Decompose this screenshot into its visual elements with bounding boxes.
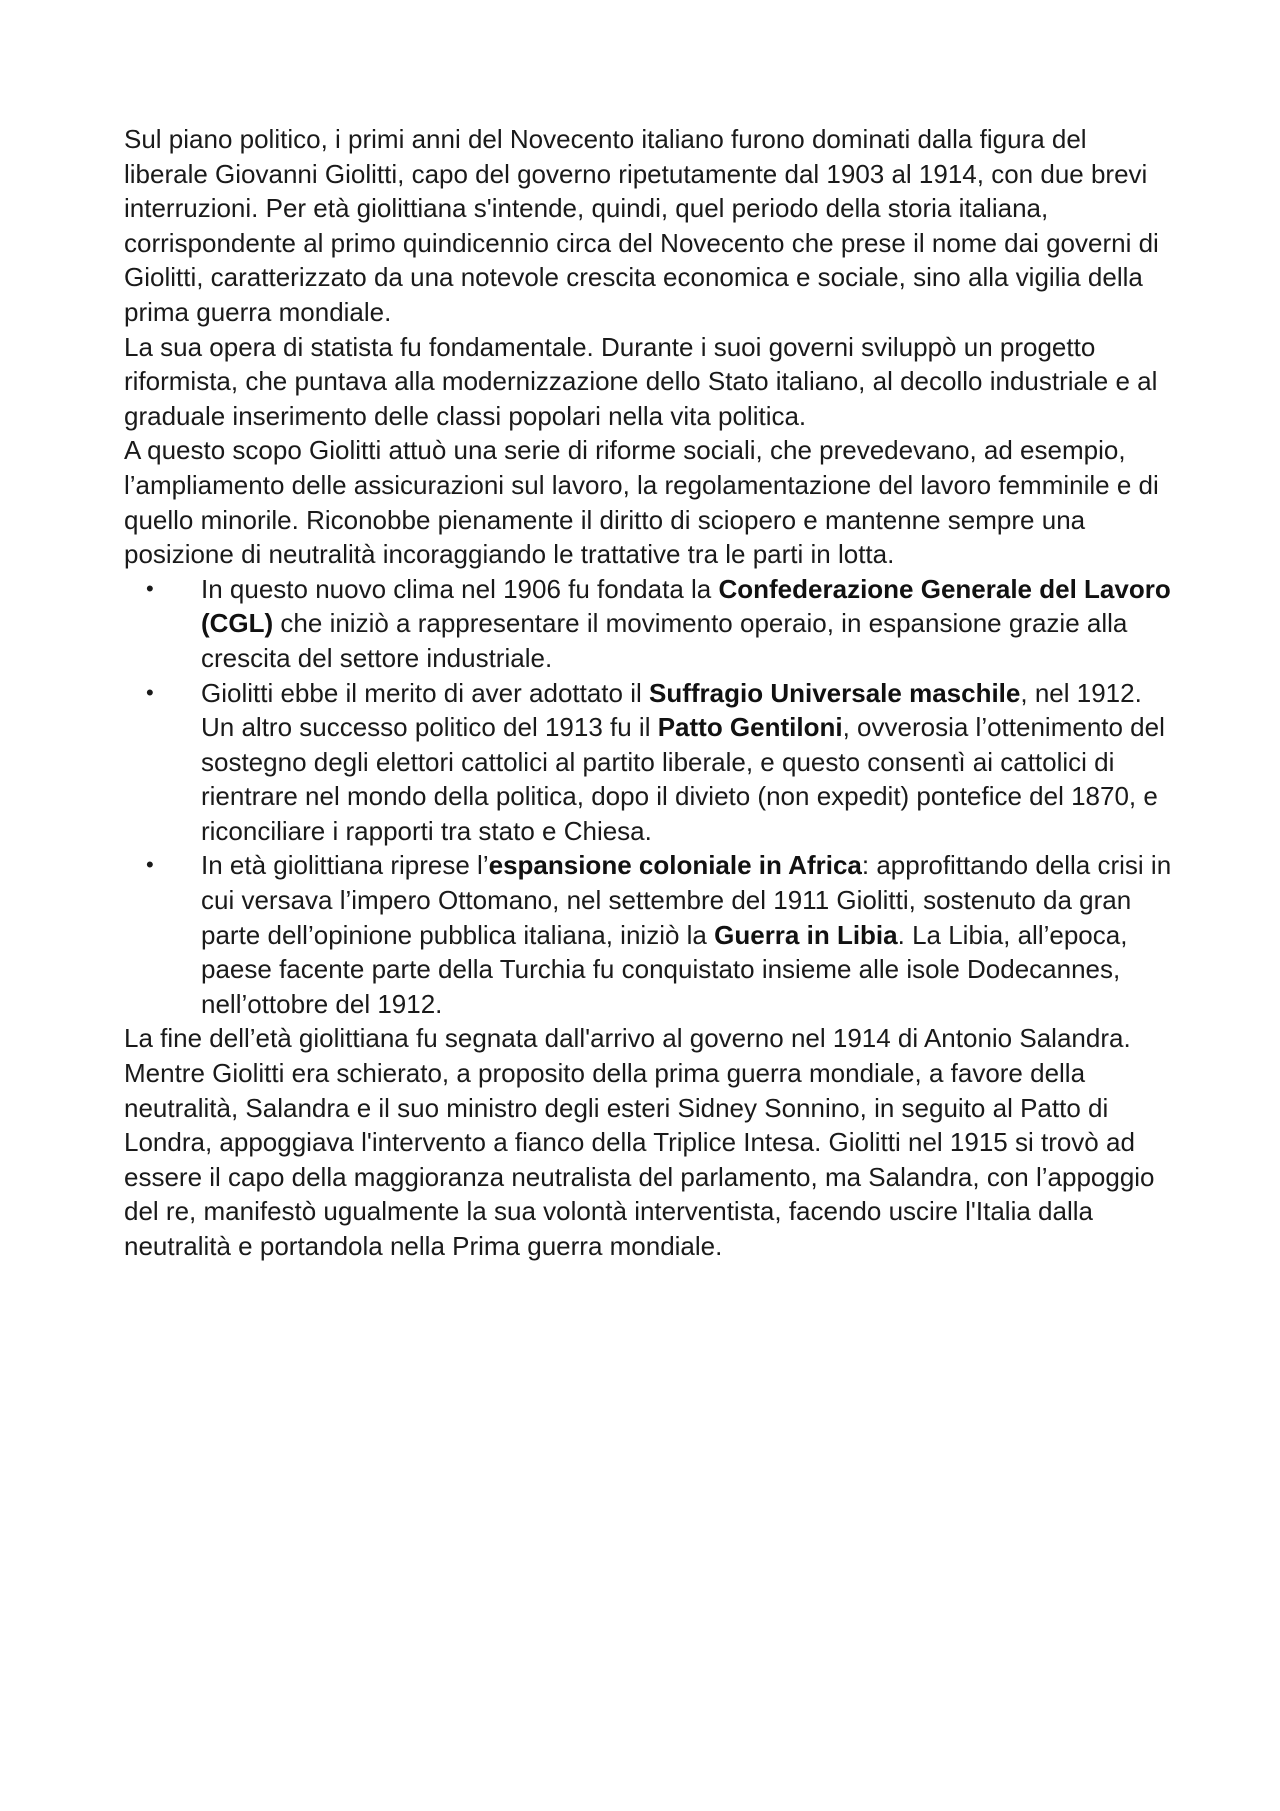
bullet-marker: • [146,575,154,601]
bullet-marker: • [146,679,154,705]
bullet-bold-text: Confederazione Generale del Lavoro (CGL) [201,573,1171,639]
bullet-text: , nel 1912. Un altro successo politico del 1913 fu il [201,677,1142,743]
bullet-bold-text: Patto Gentiloni [657,712,843,743]
bullet-text: In età giolittiana riprese l’ [201,850,489,881]
bullet-bold-text: Guerra in Libia [714,919,898,950]
document-page [124,122,1174,1264]
paragraph-statista: La sua opera di statista fu fondamentale. Durante i suoi governi sviluppò un progetto riformista, che puntava alla modernizzazione dello Stato italiano, al decollo industriale e al graduale inserimento delle classi popolari nella vita politica. [124,331,1158,431]
bullet-item-cgl [124,572,1174,676]
bullet-text: In questo nuovo clima nel 1906 fu fondata la [201,573,719,604]
bullet-text: : approfittando della crisi in cui versava l’impero Ottomano, nel settembre del 1911 Giolitti, sostenuto da gran parte dell’opinione pubblica italiana, iniziò la [201,850,1172,950]
bullet-item-libia [124,848,1174,1021]
paragraph-fine: La fine dell’età giolittiana fu segnata dall'arrivo al governo nel 1914 di Antonio Salandra. Mentre Giolitti era schierato, a proposito della prima guerra mondiale, a favore della neutralità, Salandra e il suo ministro degli esteri Sidney Sonnino, in seguito al Patto di Londra, appoggiava l'intervento a fianco della Triplice Intesa. Giolitti nel 1915 si trovò ad essere il capo della maggioranza neutralista del parlamento, ma Salandra, con l’appoggio del re, manifestò ugualmente la sua volontà interventista, facendo uscire l'Italia dalla neutralità e portandola nella Prima guerra mondiale. [124,1023,1155,1261]
bullet-text: . La Libia, all’epoca, paese facente parte della Turchia fu conquistato insieme alle isole Dodecannes, nell’ottobre del 1912. [201,919,1128,1019]
bullet-bold-text: Suffragio Universale maschile [649,677,1021,708]
bullet-text: , ovverosia l’ottenimento del sostegno degli elettori cattolici al partito liberale, e questo consentì ai cattolici di rientrare nel mondo della politica, dopo il divieto (non expedit) pontefice del 1870, e riconciliare i rapporti tra stato e Chiesa. [201,712,1165,846]
bullet-text: che iniziò a rappresentare il movimento operaio, in espansione grazie alla crescita del settore industriale. [201,608,1128,673]
bullet-list [124,572,1174,1022]
bullet-text: Giolitti ebbe il merito di aver adottato il [201,677,649,708]
bullet-item-suffragio [124,676,1174,849]
paragraph-riforme: A questo scopo Giolitti attuò una serie di riforme sociali, che prevedevano, ad esempio, l’ampliamento delle assicurazioni sul lavoro, la regolamentazione del lavoro femminile e di quello minorile. Riconobbe pienamente il diritto di sciopero e mantenne sempre una posizione di neutralità incoraggiando le trattative tra le parti in lotta. [124,435,1159,570]
paragraph-intro: Sul piano politico, i primi anni del Novecento italiano furono dominati dalla figura del liberale Giovanni Giolitti, capo del governo ripetutamente dal 1903 al 1914, con due brevi interruzioni. Per età giolittiana s'intende, quindi, quel periodo della storia italiana, corrispondente al primo quindicennio circa del Novecento che prese il nome dai governi di Giolitti, caratterizzato da una notevole crescita economica e sociale, sino alla vigilia della prima guerra mondiale. [124,124,1159,327]
bullet-marker: • [146,852,154,878]
bullet-bold-text: espansione coloniale in Africa [488,850,862,881]
